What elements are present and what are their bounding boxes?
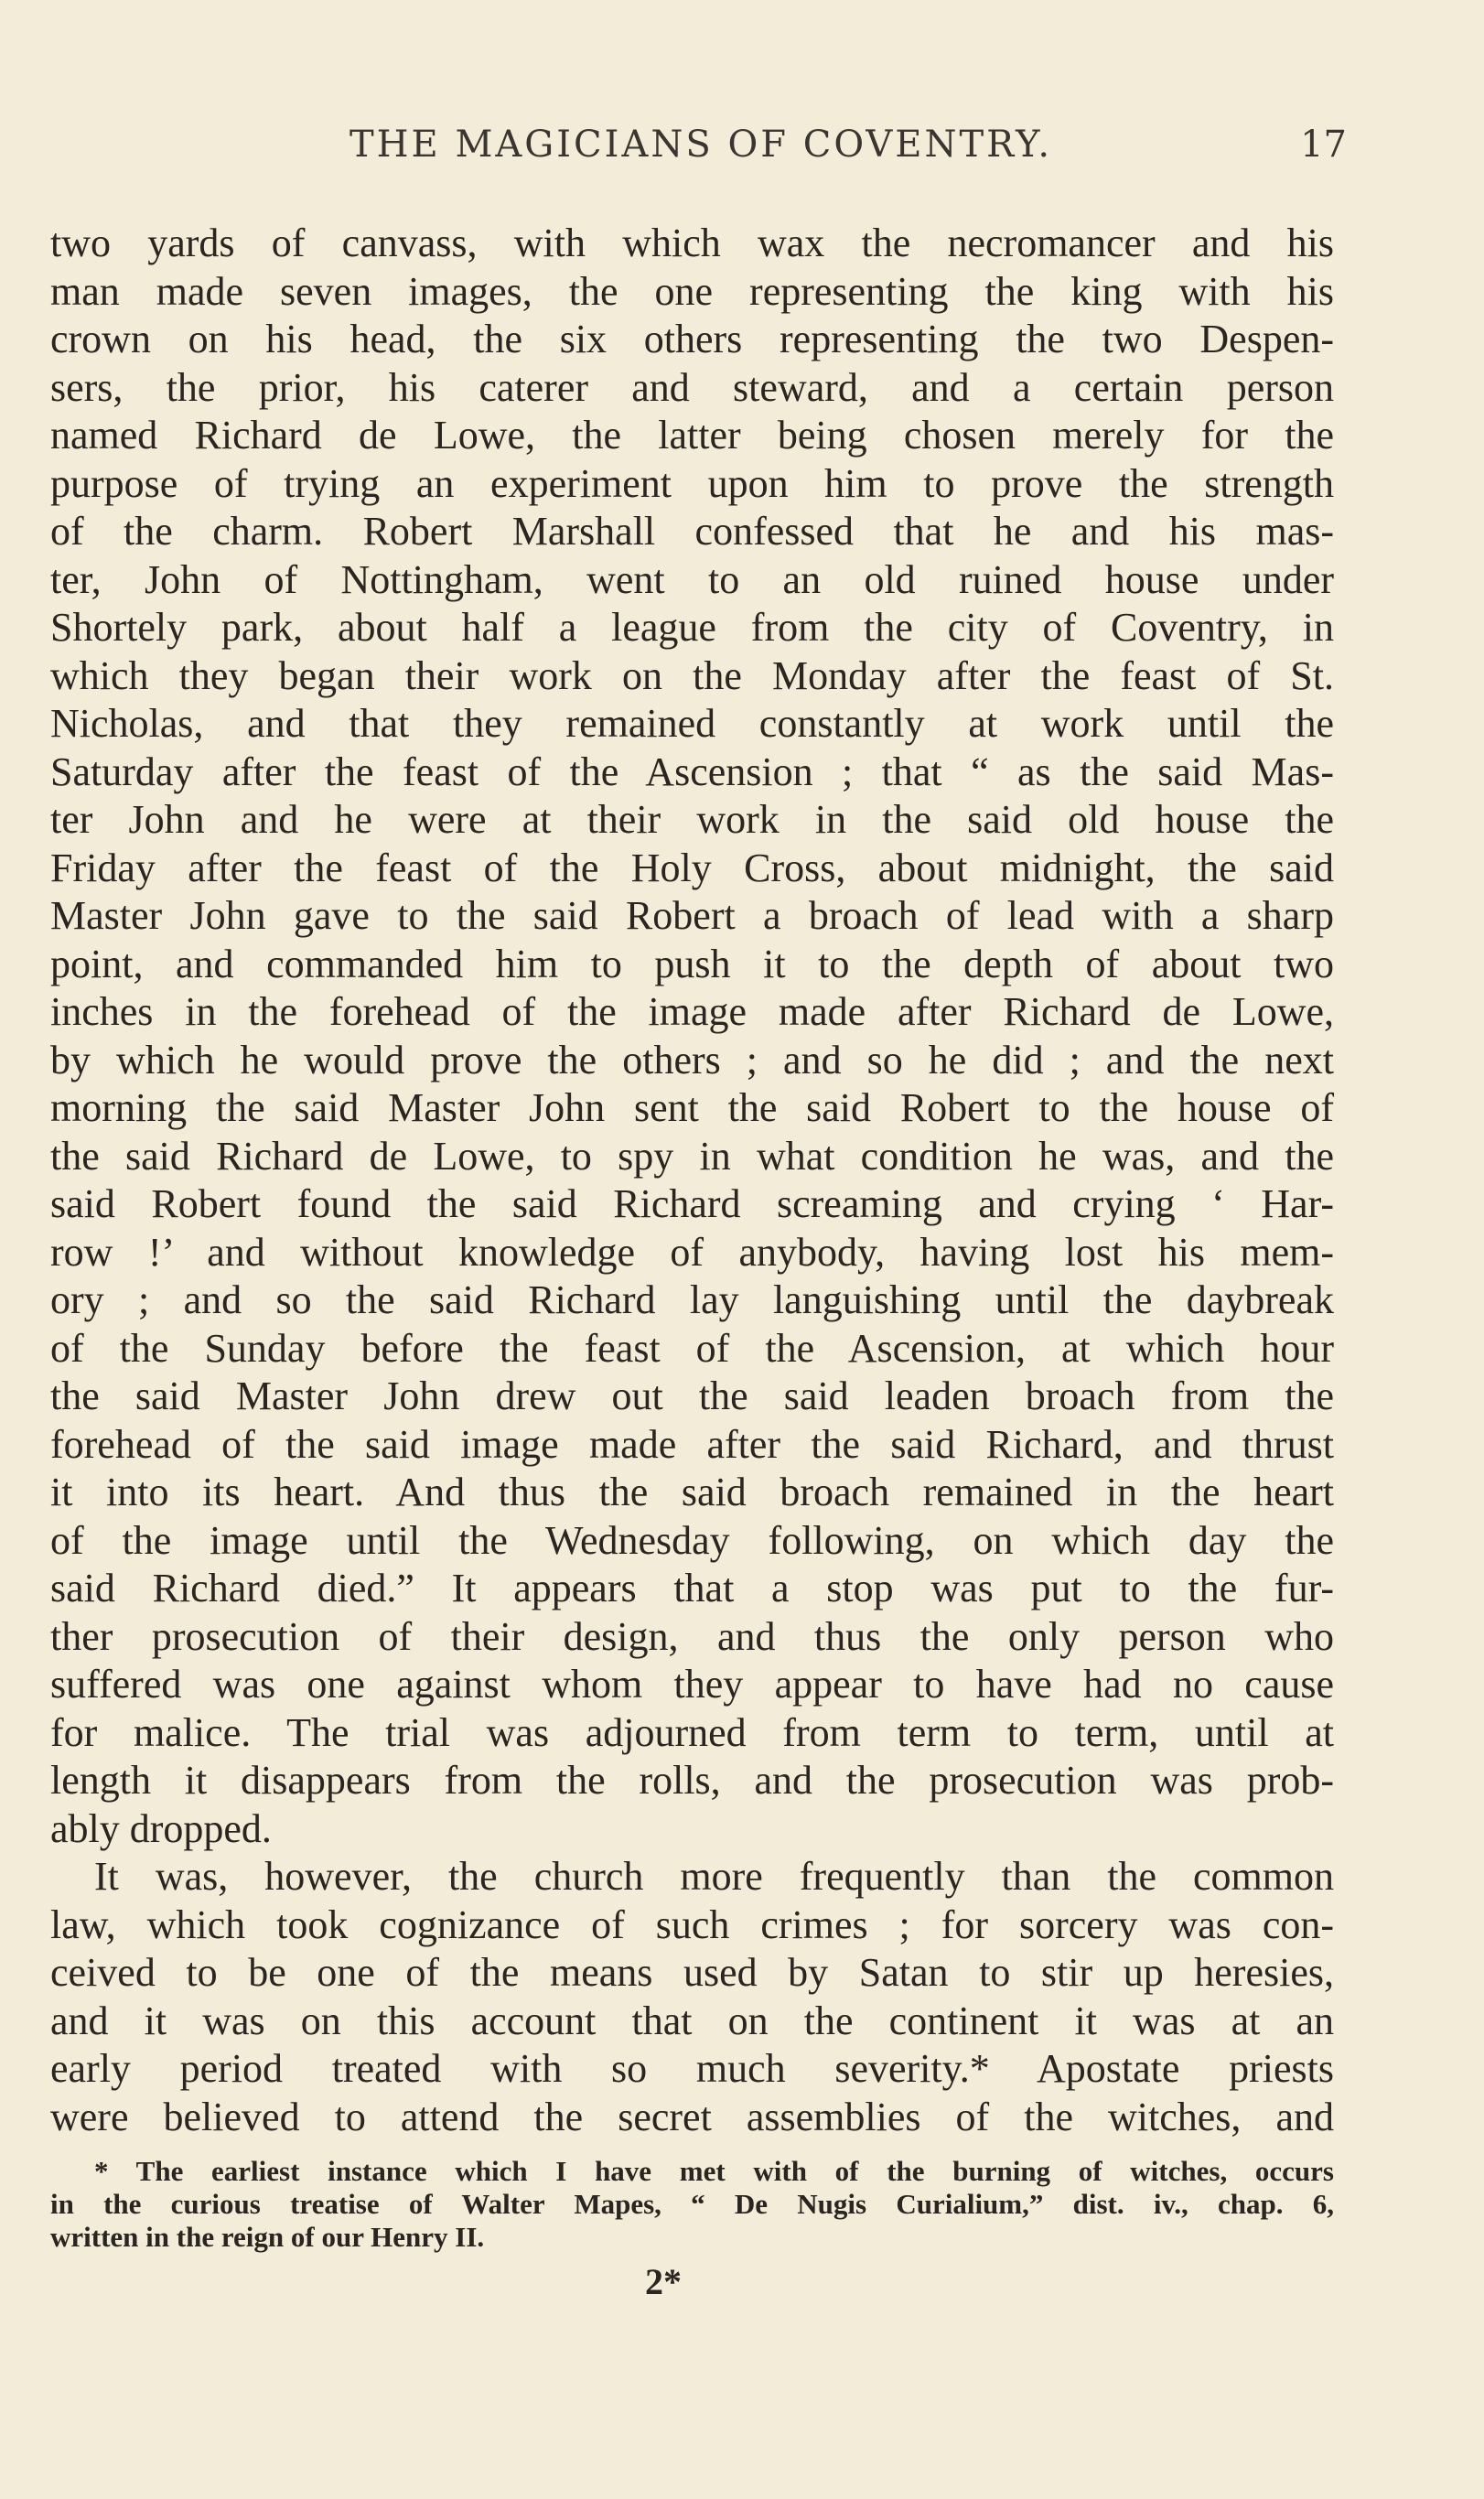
text-line: Friday after the feast of the Holy Cross, about midnight, the said [50,845,1334,890]
footnote-line: * The earliest instance which I have met with of the burning of witches, occurs [94,2155,1334,2187]
text-line: ther prosecution of their design, and thus the only person who [50,1613,1334,1659]
text-line: ceived to be one of the means used by Satan to stir up heresies, [50,1950,1334,1995]
text-line: said Richard died.” It appears that a stop was put to the fur- [50,1566,1334,1610]
text-line: sers, the prior, his caterer and steward, and a certain person [50,364,1334,410]
body-text [50,220,1334,2141]
page-header [55,124,1347,178]
text-line: for malice. The trial was adjourned from term to term, until at [50,1709,1334,1755]
text-line: crown on his head, the six others representing the two Despen- [50,317,1334,361]
text-line: It was, however, the church more frequently than the common [94,1854,1334,1899]
text-line: early period treated with so much severity.* Apostate priests [50,2046,1334,2091]
footnote-line: in the curious treatise of Walter Mapes, “ De Nugis Curialium,” dist. iv., chap. 6, [50,2188,1334,2220]
text-line: man made seven images, the one representing the king with his [50,268,1334,314]
text-line: of the charm. Robert Marshall confessed that he and his mas- [50,509,1334,554]
text-line: the said Master John drew out the said leaden broach from the [50,1373,1334,1418]
text-line: Shortely park, about half a league from the city of Coventry, in [50,605,1334,650]
text-line: forehead of the said image made after the said Richard, and thrust [50,1421,1334,1467]
text-line: ory ; and so the said Richard lay languishing until the daybreak [50,1277,1334,1322]
footnote-line: written in the reign of our Henry II. [50,2221,485,2253]
footnote [50,2155,1334,2254]
text-line: ably dropped. [50,1805,272,1851]
text-line: Master John gave to the said Robert a broach of lead with a sharp [50,893,1334,938]
page-number: 17 [1300,124,1347,166]
text-line: two yards of canvass, with which wax the necromancer and his [50,221,1334,265]
text-line: suffered was one against whom they appear to have had no cause [50,1662,1334,1707]
text-line: purpose of trying an experiment upon him to prove the strength [50,460,1334,506]
text-line: row !’ and without knowledge of anybody, having lost his mem- [50,1229,1334,1275]
text-line: of the Sunday before the feast of the Ascension, at which hour [50,1325,1334,1371]
text-line: it into its heart. And thus the said broach remained in the heart [50,1470,1334,1514]
text-line: were believed to attend the secret assemblies of the witches, and [50,2094,1334,2139]
text-line: by which he would prove the others ; and so he did ; and the next [50,1037,1334,1083]
text-line: said Robert found the said Richard screaming and crying ‘ Har- [50,1181,1334,1226]
text-line: which they began their work on the Monday after the feast of St. [50,652,1334,698]
text-line: of the image until the Wednesday following, on which day the [50,1517,1334,1563]
text-line: named Richard de Lowe, the latter being chosen merely for the [50,413,1334,458]
text-line: Saturday after the feast of the Ascension ; that “ as the said Mas- [50,749,1334,794]
text-line: and it was on this account that on the continent it was at an [50,1998,1334,2043]
running-title: THE MAGICIANS OF COVENTRY. [349,124,1053,166]
text-line: length it disappears from the rolls, and the prosecution was prob- [50,1758,1334,1803]
text-line: law, which took cognizance of such crimes ; for sorcery was con- [50,1901,1334,1947]
text-line: inches in the forehead of the image made after Richard de Lowe, [50,989,1334,1034]
text-line: Nicholas, and that they remained constantly at work until the [50,701,1334,746]
text-line: ter John and he were at their work in the said old house the [50,797,1334,842]
text-line: ter, John of Nottingham, went to an old ruined house under [50,556,1334,602]
text-line: morning the said Master John sent the said Robert to the house of [50,1085,1334,1130]
text-line: the said Richard de Lowe, to spy in what condition he was, and the [50,1133,1334,1179]
text-line: point, and commanded him to push it to the depth of about two [50,941,1334,986]
signature-mark: 2* [645,2261,682,2302]
